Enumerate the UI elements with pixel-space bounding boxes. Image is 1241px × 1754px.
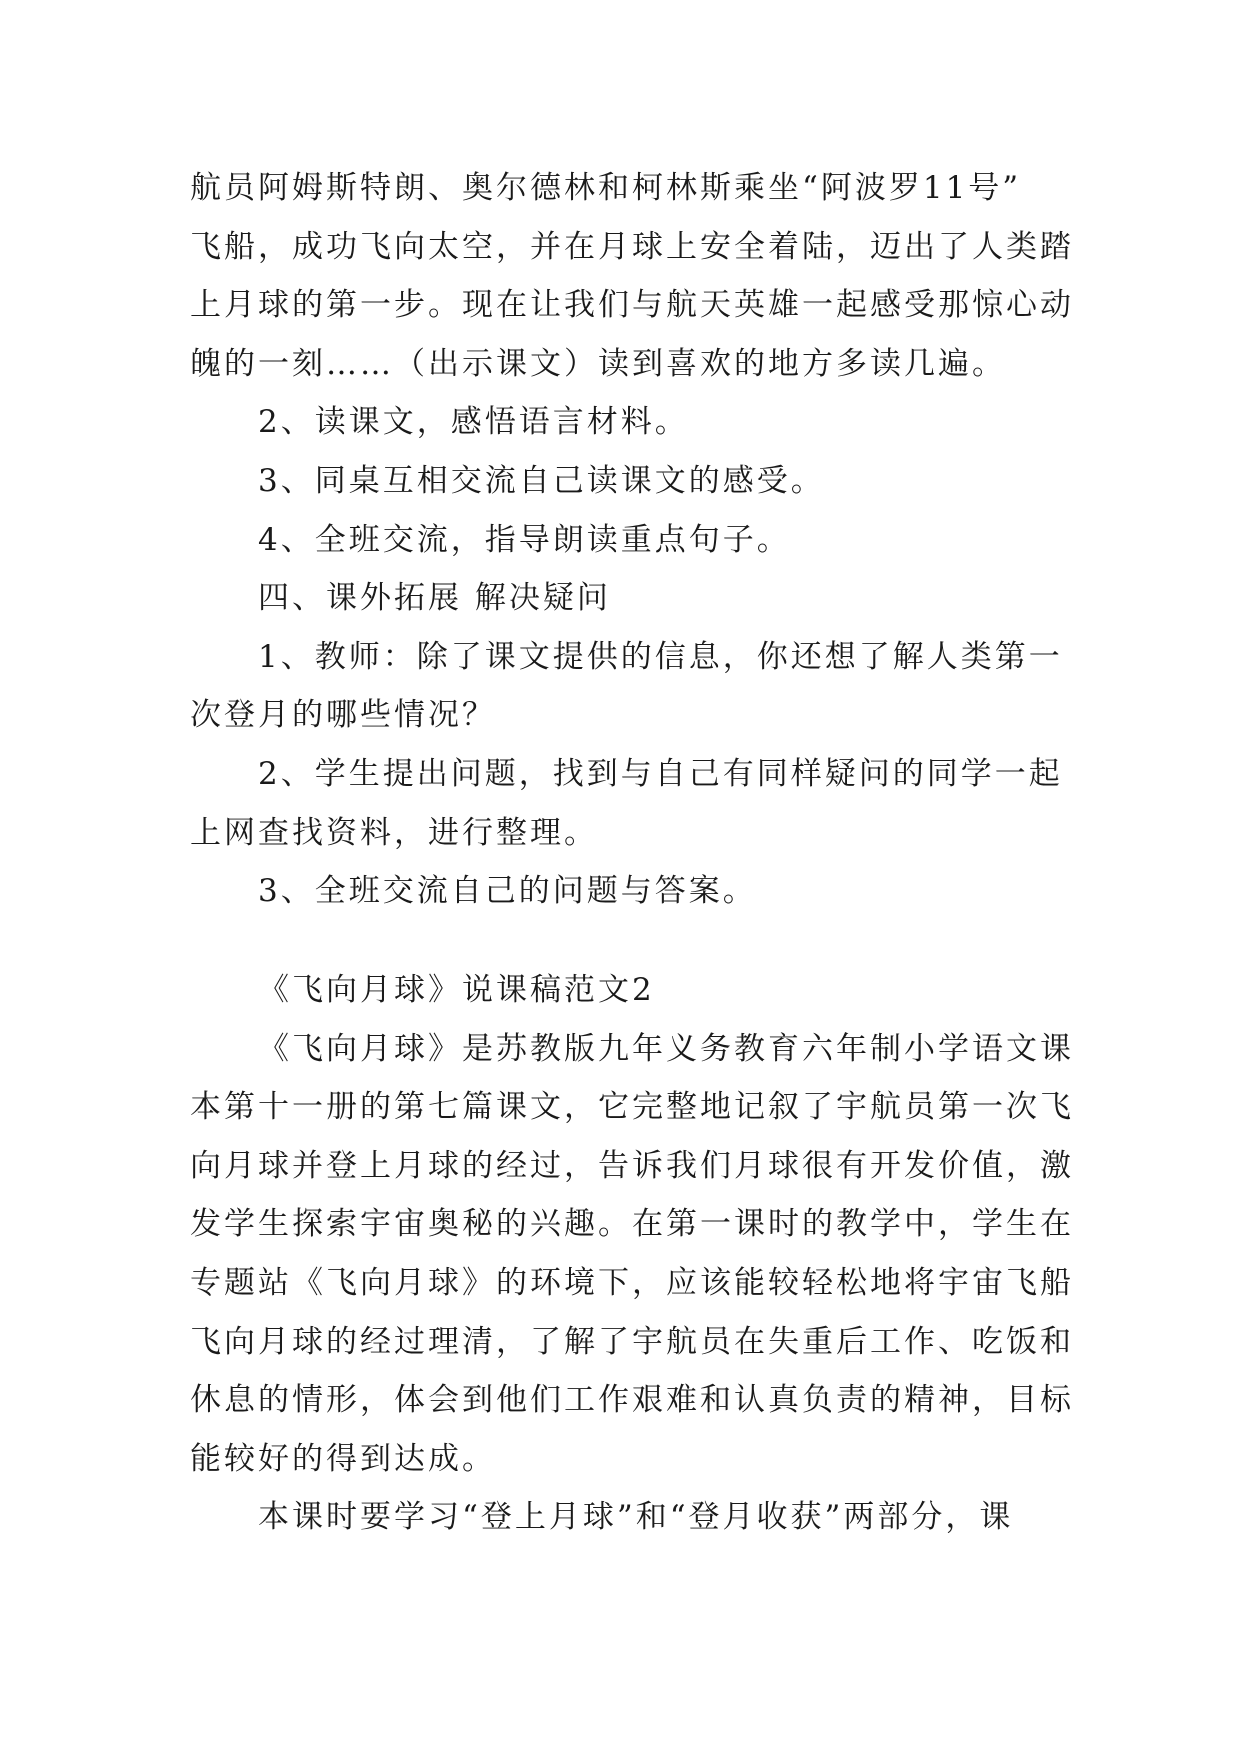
lesson-steps-section [190,159,1074,921]
paragraph-line: 发学生探索宇宙奥秘的兴趣。在第一课时的教学中，学生在 [190,1206,1074,1243]
paragraph-line: 能较好的得到达成。 [190,1440,496,1477]
paragraph-line: 休息的情形，体会到他们工作艰难和认真负责的精神，目标 [190,1382,1074,1419]
paragraph-line: 次登月的哪些情况？ [190,697,496,734]
step-item: 2、读课文，感悟语言材料。 [258,404,689,441]
paragraph-line: 魄的一刻……（出示课文）读到喜欢的地方多读几遍。 [190,345,1006,382]
lesson-essay-section [190,961,1074,1547]
paragraph-line: 本第十一册的第七篇课文，它完整地记叙了宇航员第一次飞 [190,1089,1074,1126]
essay-title: 《飞向月球》说课稿范文2 [258,972,655,1008]
paragraph-line: 向月球并登上月球的经过，告诉我们月球很有开发价值，激 [190,1147,1074,1184]
paragraph-line: 飞船，成功飞向太空，并在月球上安全着陆，迈出了人类踏 [190,228,1074,265]
paragraph-line: 飞向月球的经过理清，了解了宇航员在失重后工作、吃饭和 [190,1323,1074,1360]
step-item: 4、全班交流，指导朗读重点句子。 [258,521,791,558]
paragraph-line: 上月球的第一步。现在让我们与航天英雄一起感受那惊心动 [190,287,1074,324]
paragraph-line: 航员阿姆斯特朗、奥尔德林和柯林斯乘坐“阿波罗11号” [190,170,1022,206]
paragraph-line: 《飞向月球》是苏教版九年义务教育六年制小学语文课 [258,1030,1074,1067]
step-item: 3、同桌互相交流自己读课文的感受。 [258,462,825,499]
paragraph-line: 专题站《飞向月球》的环境下，应该能较轻松地将宇宙飞船 [190,1264,1074,1301]
paragraph-line: 上网查找资料，进行整理。 [190,814,598,851]
step-item: 3、全班交流自己的问题与答案。 [258,873,757,910]
step-item: 1、教师：除了课文提供的信息，你还想了解人类第一 [258,638,1063,675]
paragraph-line: 本课时要学习“登上月球”和“登月收获”两部分，课 [258,1499,1014,1536]
step-item: 2、学生提出问题，找到与自己有同样疑问的同学一起 [258,755,1063,792]
section-heading: 四、课外拓展 解决疑问 [258,580,611,617]
